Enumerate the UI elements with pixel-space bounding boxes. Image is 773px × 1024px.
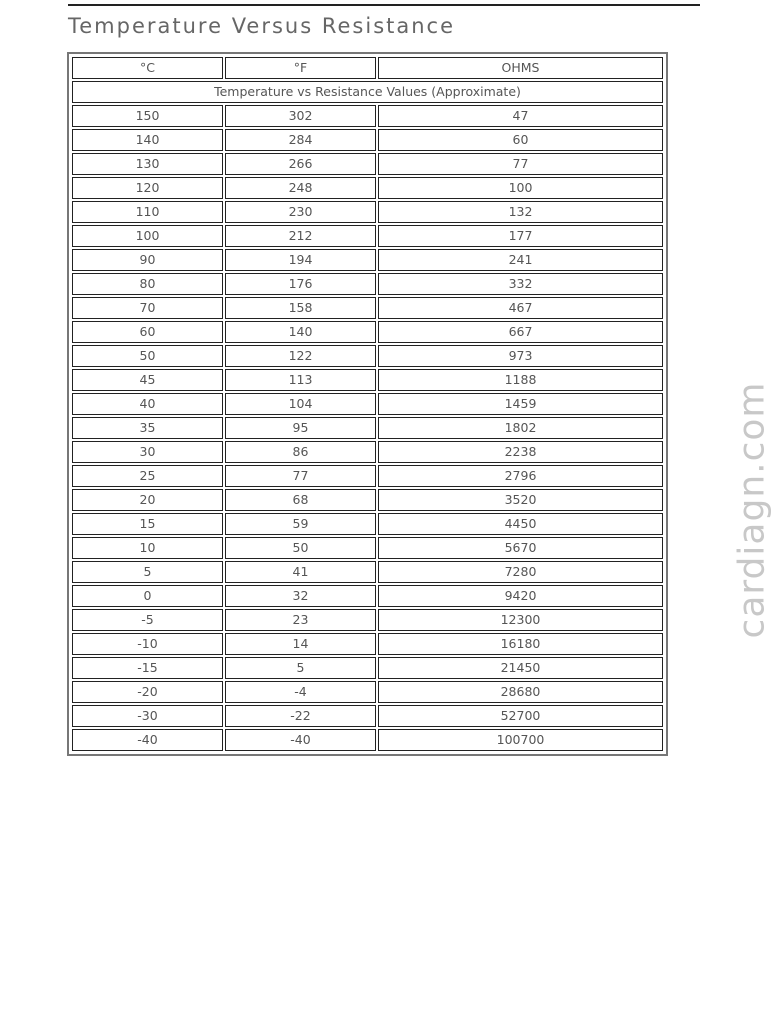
cell-fahrenheit: 86 [225, 441, 376, 463]
cell-celsius: -10 [72, 633, 223, 655]
cell-ohms: 4450 [378, 513, 663, 535]
cell-fahrenheit: -4 [225, 681, 376, 703]
table-row [72, 225, 663, 247]
cell-fahrenheit: 113 [225, 369, 376, 391]
cell-ohms: 177 [378, 225, 663, 247]
table-row [72, 609, 663, 631]
table-row [72, 465, 663, 487]
cell-fahrenheit: 104 [225, 393, 376, 415]
table-frame [67, 52, 668, 756]
cell-ohms: 132 [378, 201, 663, 223]
cell-ohms: 28680 [378, 681, 663, 703]
cell-fahrenheit: 59 [225, 513, 376, 535]
resistance-table [70, 55, 665, 753]
table-row [72, 393, 663, 415]
cell-ohms: 2796 [378, 465, 663, 487]
cell-celsius: 110 [72, 201, 223, 223]
table-row [72, 297, 663, 319]
cell-fahrenheit: 23 [225, 609, 376, 631]
cell-celsius: -5 [72, 609, 223, 631]
table-row [72, 201, 663, 223]
cell-fahrenheit: 284 [225, 129, 376, 151]
table-row [72, 657, 663, 679]
cell-fahrenheit: 32 [225, 585, 376, 607]
cell-ohms: 100700 [378, 729, 663, 751]
cell-ohms: 60 [378, 129, 663, 151]
table-row [72, 177, 663, 199]
cell-fahrenheit: 14 [225, 633, 376, 655]
page-title: Temperature Versus Resistance [68, 14, 456, 38]
cell-celsius: 130 [72, 153, 223, 175]
cell-celsius: 100 [72, 225, 223, 247]
cell-celsius: 60 [72, 321, 223, 343]
cell-fahrenheit: -40 [225, 729, 376, 751]
top-rule [68, 4, 700, 6]
cell-fahrenheit: -22 [225, 705, 376, 727]
cell-ohms: 1459 [378, 393, 663, 415]
table-row [72, 537, 663, 559]
cell-celsius: 45 [72, 369, 223, 391]
table-body [72, 105, 663, 751]
table-row [72, 729, 663, 751]
table-row [72, 273, 663, 295]
cell-celsius: -40 [72, 729, 223, 751]
table-row [72, 561, 663, 583]
cell-ohms: 467 [378, 297, 663, 319]
cell-celsius: 90 [72, 249, 223, 271]
cell-ohms: 973 [378, 345, 663, 367]
cell-ohms: 9420 [378, 585, 663, 607]
cell-ohms: 332 [378, 273, 663, 295]
cell-ohms: 47 [378, 105, 663, 127]
table-row [72, 321, 663, 343]
table-row [72, 105, 663, 127]
table-row [72, 153, 663, 175]
cell-celsius: 35 [72, 417, 223, 439]
table-caption: Temperature vs Resistance Values (Approximate) [72, 81, 663, 103]
cell-fahrenheit: 41 [225, 561, 376, 583]
table-row [72, 705, 663, 727]
table-row [72, 249, 663, 271]
table-row [72, 513, 663, 535]
table-row [72, 129, 663, 151]
cell-ohms: 1188 [378, 369, 663, 391]
cell-fahrenheit: 176 [225, 273, 376, 295]
cell-celsius: -30 [72, 705, 223, 727]
cell-celsius: 140 [72, 129, 223, 151]
cell-fahrenheit: 50 [225, 537, 376, 559]
cell-celsius: 20 [72, 489, 223, 511]
cell-fahrenheit: 248 [225, 177, 376, 199]
table-row [72, 369, 663, 391]
cell-fahrenheit: 95 [225, 417, 376, 439]
cell-ohms: 100 [378, 177, 663, 199]
table-row [72, 441, 663, 463]
cell-celsius: 40 [72, 393, 223, 415]
cell-fahrenheit: 158 [225, 297, 376, 319]
cell-ohms: 241 [378, 249, 663, 271]
cell-ohms: 16180 [378, 633, 663, 655]
table-row [72, 417, 663, 439]
table-row [72, 633, 663, 655]
cell-ohms: 21450 [378, 657, 663, 679]
table-row [72, 489, 663, 511]
table-row [72, 681, 663, 703]
cell-celsius: -15 [72, 657, 223, 679]
cell-ohms: 2238 [378, 441, 663, 463]
cell-celsius: 25 [72, 465, 223, 487]
cell-celsius: 30 [72, 441, 223, 463]
cell-fahrenheit: 122 [225, 345, 376, 367]
header-row [72, 57, 663, 79]
cell-ohms: 1802 [378, 417, 663, 439]
watermark: cardiagn.com [731, 381, 773, 639]
cell-fahrenheit: 68 [225, 489, 376, 511]
caption-row [72, 81, 663, 103]
cell-celsius: 15 [72, 513, 223, 535]
cell-celsius: 0 [72, 585, 223, 607]
table-row [72, 345, 663, 367]
cell-ohms: 77 [378, 153, 663, 175]
header-fahrenheit: °F [225, 57, 376, 79]
header-ohms: OHMS [378, 57, 663, 79]
cell-fahrenheit: 140 [225, 321, 376, 343]
cell-celsius: 80 [72, 273, 223, 295]
cell-fahrenheit: 302 [225, 105, 376, 127]
cell-fahrenheit: 77 [225, 465, 376, 487]
cell-ohms: 3520 [378, 489, 663, 511]
cell-celsius: -20 [72, 681, 223, 703]
cell-ohms: 12300 [378, 609, 663, 631]
cell-ohms: 7280 [378, 561, 663, 583]
table-row [72, 585, 663, 607]
cell-fahrenheit: 194 [225, 249, 376, 271]
cell-fahrenheit: 230 [225, 201, 376, 223]
cell-celsius: 50 [72, 345, 223, 367]
cell-fahrenheit: 212 [225, 225, 376, 247]
cell-celsius: 150 [72, 105, 223, 127]
cell-ohms: 52700 [378, 705, 663, 727]
cell-fahrenheit: 266 [225, 153, 376, 175]
cell-ohms: 5670 [378, 537, 663, 559]
cell-celsius: 70 [72, 297, 223, 319]
cell-celsius: 5 [72, 561, 223, 583]
cell-fahrenheit: 5 [225, 657, 376, 679]
cell-ohms: 667 [378, 321, 663, 343]
cell-celsius: 120 [72, 177, 223, 199]
cell-celsius: 10 [72, 537, 223, 559]
header-celsius: °C [72, 57, 223, 79]
